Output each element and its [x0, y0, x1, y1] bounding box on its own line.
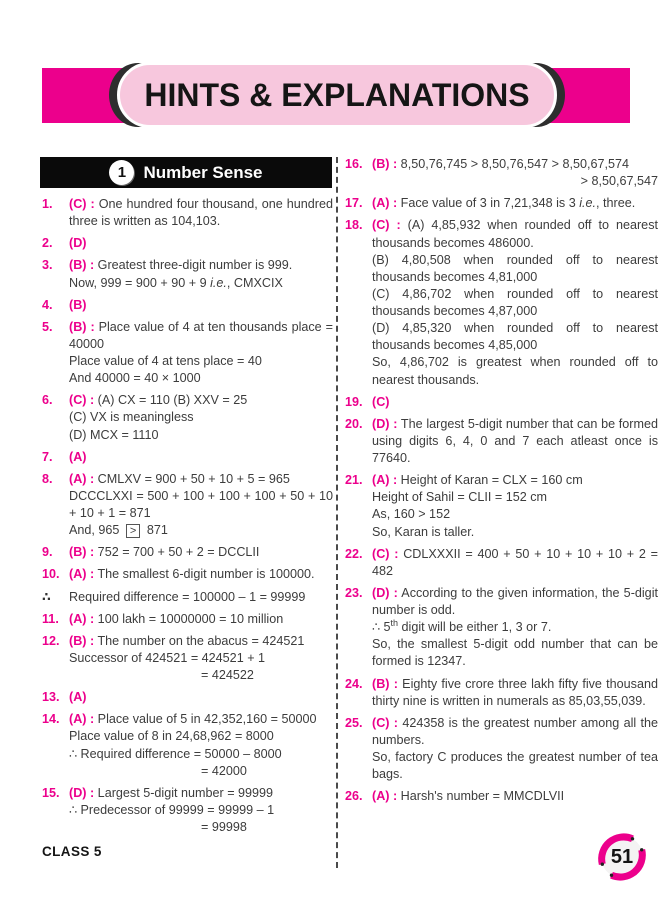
item-line: = 99998	[201, 820, 247, 834]
hint-item	[42, 544, 333, 561]
item-line	[69, 689, 333, 706]
item-line: (C) : (A) CX = 110 (B) XXV = 25	[69, 393, 248, 408]
item-line: (B) : Greatest three-digit number is 999.	[69, 258, 293, 273]
item-line: (A) : Height of Karan = CLX = 160 cm	[372, 473, 583, 488]
item-number: 24.	[345, 676, 363, 691]
item-body	[372, 416, 658, 467]
answer-label: (A)	[69, 449, 87, 464]
hint-item	[42, 611, 333, 628]
answer-label: (A) :	[69, 567, 95, 582]
item-line: (A) : Harsh's number = MMCDLVII	[372, 789, 565, 804]
column-divider	[336, 157, 338, 868]
item-number: 20.	[345, 416, 363, 431]
item-body	[69, 633, 333, 684]
page-header	[42, 62, 630, 128]
item-body	[69, 392, 333, 443]
item-body	[372, 217, 658, 388]
item-line: (C) : CDLXXXII = 400 + 50 + 10 + 10 + 10 + 2 = 482	[372, 546, 658, 578]
answer-label: (C) :	[372, 218, 401, 233]
item-line: (C) : (A) 4,85,932 when rounded off to nearest thousands becomes 486000.	[372, 218, 658, 250]
item-line: = 42000	[201, 763, 247, 778]
item-line: (A) : Place value of 5 in 42,352,160 = 50000	[69, 712, 317, 727]
page-title: HINTS & EXPLANATIONS	[144, 76, 530, 113]
section-header	[40, 157, 332, 188]
item-number: 10.	[42, 567, 60, 582]
item-body	[69, 611, 333, 628]
item-number: 16.	[345, 157, 363, 171]
item-number: 23.	[345, 585, 363, 600]
answer-label: (D) :	[372, 416, 398, 431]
answer-label: (D) :	[372, 585, 398, 600]
item-line: So, Karan is taller.	[372, 524, 475, 539]
item-line: (D) : The largest 5-digit number that can be formed using digits 6, 4, 0 and 7 each atleast once is 77640.	[372, 416, 658, 465]
item-number: 15.	[42, 785, 60, 800]
hint-item	[345, 416, 658, 467]
item-body	[372, 715, 658, 784]
item-line: (A) : Face value of 3 in 7,21,348 is 3 i.e., three.	[372, 196, 636, 211]
item-body	[372, 788, 658, 805]
item-line: Place value of 8 in 24,68,962 = 8000	[69, 729, 274, 744]
item-number: 26.	[345, 789, 363, 804]
answer-label: (A) :	[372, 789, 398, 804]
hint-item	[345, 788, 658, 805]
item-body	[69, 471, 333, 540]
item-line: (A) : CMLXV = 900 + 50 + 10 + 5 = 965	[69, 471, 290, 486]
item-line	[69, 297, 333, 314]
item-line: ∴ Required difference = 50000 – 8000	[69, 746, 282, 761]
page-number: 51	[610, 845, 634, 868]
hint-item	[42, 196, 333, 230]
item-line: = 424522	[201, 668, 254, 682]
item-line: (C) VX is meaningless	[69, 410, 194, 425]
hint-item	[42, 392, 333, 443]
hint-item	[345, 195, 658, 212]
hint-item	[42, 589, 333, 606]
item-line: And 40000 = 40 × 1000	[69, 371, 201, 386]
item-body	[69, 689, 333, 706]
item-body	[372, 195, 658, 212]
hint-item	[42, 633, 333, 684]
item-line: DCCCLXXI = 500 + 100 + 100 + 100 + 50 + 10 + 10 + 1 = 871	[69, 488, 333, 520]
item-number: 8.	[42, 471, 53, 486]
therefore-symbol: ∴	[42, 589, 51, 604]
item-number: 9.	[42, 545, 53, 560]
footer-class-label: CLASS 5	[42, 844, 102, 859]
item-body	[69, 589, 333, 606]
item-number: 17.	[345, 196, 363, 211]
item-number: 4.	[42, 297, 53, 312]
item-body	[372, 472, 658, 541]
answer-label: (B) :	[372, 676, 398, 691]
item-line: (B) : The number on the abacus = 424521	[69, 633, 305, 648]
item-number: 21.	[345, 473, 363, 488]
answer-label: (A)	[69, 690, 87, 705]
item-body	[69, 196, 333, 230]
item-body	[69, 711, 333, 780]
item-body	[372, 156, 658, 190]
answer-label: (A) :	[69, 471, 95, 486]
item-line: (C) : 424358 is the greatest number among all the numbers.	[372, 715, 658, 747]
hint-item	[345, 472, 658, 541]
item-body	[372, 585, 658, 671]
item-number: 3.	[42, 258, 53, 273]
item-body	[69, 449, 333, 466]
hint-item	[42, 297, 333, 314]
item-line: (C) 4,86,702 when rounded off to nearest thousands becomes 4,87,000	[372, 286, 658, 318]
answer-label: (C) :	[372, 546, 399, 561]
answer-label: (B) :	[372, 157, 398, 171]
section-title: Number Sense	[143, 162, 263, 182]
item-number: 14.	[42, 712, 60, 727]
item-line: (D) 4,85,320 when rounded off to nearest thousands becomes 4,85,000	[372, 321, 658, 353]
answer-label: (B) :	[69, 258, 95, 273]
item-body	[372, 394, 658, 411]
item-line: As, 160 > 152	[372, 507, 451, 522]
answer-label: (B) :	[69, 545, 95, 560]
item-number: 6.	[42, 393, 53, 408]
item-number: 11.	[42, 611, 59, 626]
item-line: So, 4,86,702 is greatest when rounded off to nearest thousands.	[372, 355, 658, 387]
hint-item	[42, 471, 333, 540]
answer-label: (A) :	[372, 473, 398, 488]
item-number: 2.	[42, 236, 53, 251]
hint-item	[42, 566, 333, 583]
answer-label: (D)	[69, 236, 87, 251]
item-number: 1.	[42, 197, 53, 211]
item-body	[69, 566, 333, 583]
item-number: 5.	[42, 319, 53, 334]
section-number-badge: 1	[109, 160, 134, 185]
hint-item	[42, 235, 333, 252]
item-body	[69, 235, 333, 252]
item-line: (B) : Eighty five crore three lakh fifty five thousand thirty nine is written in numerals as 85,03,55,039.	[372, 676, 658, 708]
item-body	[372, 676, 658, 710]
item-line: ∴ Predecessor of 99999 = 99999 – 1	[69, 802, 275, 817]
item-line	[372, 394, 658, 411]
item-number: 12.	[42, 633, 60, 648]
answer-label: (C) :	[69, 393, 95, 408]
hint-item	[345, 676, 658, 710]
hint-item	[42, 711, 333, 780]
item-body	[69, 544, 333, 561]
item-line: And, 965 > 871	[69, 523, 168, 538]
answer-label: (A) :	[372, 196, 398, 211]
hint-item	[42, 785, 333, 836]
hint-item	[345, 585, 658, 671]
hint-item	[345, 394, 658, 411]
item-line: Place value of 4 at tens place = 40	[69, 354, 262, 368]
item-line: So, factory C produces the greatest number of tea bags.	[372, 750, 658, 782]
item-line: (D) : According to the given information, the 5-digit number is odd.	[372, 585, 658, 617]
hint-item	[42, 319, 333, 388]
hint-item	[42, 449, 333, 466]
answer-label: (A) :	[69, 611, 95, 626]
item-body	[372, 546, 658, 580]
left-column	[42, 196, 333, 841]
item-line: > 8,50,67,547	[580, 174, 658, 189]
item-line: So, the smallest 5-digit odd number that can be formed is 12347.	[372, 637, 658, 669]
answer-label: (C) :	[372, 715, 398, 730]
item-line: (C) : One hundred four thousand, one hundred three is written as 104,103.	[69, 197, 333, 229]
item-line: (B) : 752 = 700 + 50 + 2 = DCCLII	[69, 545, 260, 560]
answer-label: (B) :	[69, 319, 95, 334]
item-body	[69, 785, 333, 836]
item-line: Required difference = 100000 – 1 = 99999	[69, 589, 306, 604]
answer-label: (D) :	[69, 785, 95, 800]
item-body	[69, 297, 333, 314]
item-number: 25.	[345, 715, 363, 730]
hint-item	[42, 257, 333, 291]
item-body	[69, 319, 333, 388]
item-line	[69, 449, 333, 466]
item-line: (B) 4,80,508 when rounded off to nearest thousands becomes 4,81,000	[372, 252, 658, 284]
item-line: (D) MCX = 1110	[69, 427, 159, 442]
item-line: (A) : 100 lakh = 10000000 = 10 million	[69, 611, 284, 626]
hint-item	[42, 689, 333, 706]
item-body	[69, 257, 333, 291]
answer-label: (A) :	[69, 712, 95, 727]
item-line: (B) : Place value of 4 at ten thousands place = 40000	[69, 319, 333, 351]
item-line: Now, 999 = 900 + 90 + 9 i.e., CMXCIX	[69, 275, 283, 290]
item-number: 19.	[345, 394, 363, 409]
answer-label: (C)	[372, 394, 390, 409]
item-line: ∴ 5th digit will be either 1, 3 or 7.	[372, 617, 552, 635]
item-number: 7.	[42, 449, 53, 464]
header-title-pill	[117, 62, 557, 128]
item-line: (D) : Largest 5-digit number = 99999	[69, 785, 274, 800]
page-number-badge	[596, 831, 648, 883]
item-line: Successor of 424521 = 424521 + 1	[69, 650, 266, 665]
item-line: (B) : 8,50,76,745 > 8,50,76,547 > 8,50,67,574	[372, 157, 629, 171]
answer-label: (B)	[69, 297, 87, 312]
item-line	[69, 235, 333, 252]
right-column	[345, 156, 658, 810]
answer-label: (B) :	[69, 633, 95, 648]
hint-item	[345, 217, 658, 388]
answer-label: (C) :	[69, 197, 95, 211]
hint-item	[345, 156, 658, 190]
item-number: 18.	[345, 218, 363, 233]
hint-item	[345, 546, 658, 580]
item-number: 13.	[42, 690, 60, 705]
item-line: Height of Sahil = CLII = 152 cm	[372, 490, 548, 505]
greater-than-box: >	[126, 524, 140, 538]
item-line: (A) : The smallest 6-digit number is 100000.	[69, 567, 315, 582]
item-number: 22.	[345, 546, 363, 561]
hint-item	[345, 715, 658, 784]
